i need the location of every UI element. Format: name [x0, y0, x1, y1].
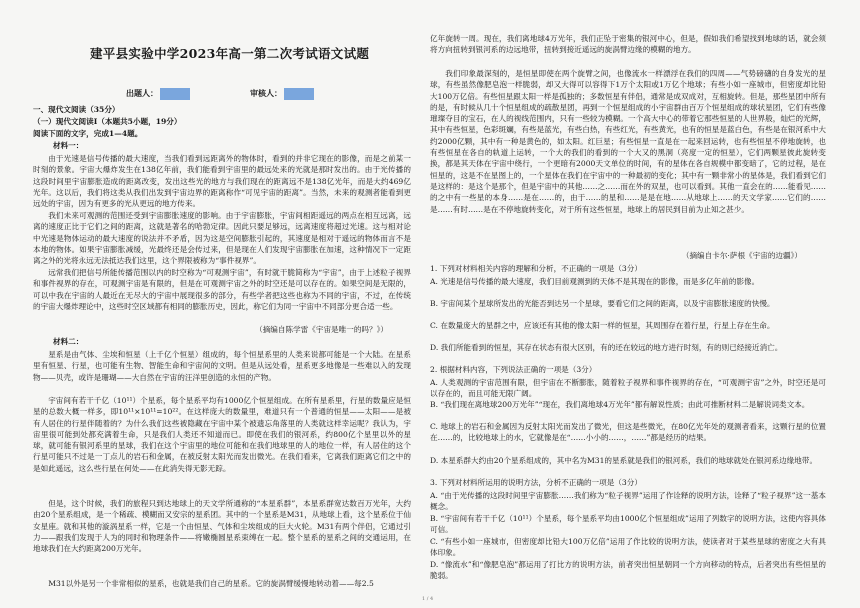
setter-redaction — [160, 88, 190, 100]
question-3-option-d: D. “像流水”和“像肥皂泡”都运用了打比方的说明方法，前者突出恒星朝同一个方向移动的特点，后者突出有些恒星的脆弱。 — [430, 560, 826, 581]
question-3: 3. 下列对材料所运用的说明方法，分析不正确的一项是（3分） — [430, 478, 642, 487]
question-1-option-a: A. 光速是信号传播的最大速度，我们目前观测到的天体不是其现在的影像，而是多亿年前的影像。 — [430, 277, 760, 286]
question-1: 1. 下列对材料相关内容的理解和分析，不正确的一项是（3分） — [430, 264, 642, 273]
question-2-option-b: B. “我们现在离地球200万光年”“现在，我们离地球4万光年”都有解说性质；由此可推断材料二是解说词类文本。 — [430, 400, 810, 409]
question-1-option-b: B. 宇宙间某个星球所发出的光能否到达另一个星球，要看它们之间的距离，以及宇宙膨胀速度的快慢。 — [430, 299, 775, 308]
question-3-option-b: B. “宇宙间有若干千亿（10¹¹）个星系，每个星系平均由1000亿个恒星组成”运用了列数字的说明方法，这使内容具体可信。 — [430, 514, 826, 535]
question-2-option-c: C. 地球上的岩石和金属因为反射太阳光而发出了微光，但这是些微光，在80亿光年处的观测者看来，这颗行星的位置在……的，比较地球上的水，它就像是在“……小小的……，……”都是经历的结果。 — [430, 422, 826, 443]
material-1-label: 材料一： — [53, 141, 84, 150]
material-2-paragraph-5: 亿年旋转一周。现在，我们离地球4万光年，我们正坠于密集的银河中心，但是，假如我们希望找到地球的话，就会须将方向扭转到银河系的边远地带，扭转到接近遥远的旋涡臂边缘的模糊的地方。 — [430, 34, 826, 55]
reviewer-label: 审核人： — [250, 88, 282, 98]
setter-field — [126, 88, 190, 100]
material-2-paragraph-3: 但是，这个时候，我们的旅程只到达地球上的天文学所通称的“本星系群”，本星系群宽达数百万光年，大约由20个星系组成，是一个稀疏、模糊而又安宗的星系团。其中的一个星系是M31，从地球上看，这个星系位于仙女星座。就和其他的漩涡星系一样，它是一个由恒星、气体和尘埃组成的巨大火轮。M31有两个伴侣，它通过引力——跟我们发现于人为的同时和物理条件——将嫩椭圆星系束缚在一起。整个星系的星系之间的交通运用，在地球我们在大约距离200万光年。 — [33, 499, 411, 554]
question-2: 2. 根据材料内容，下列说法正确的一项是（3分） — [430, 365, 597, 374]
question-3-option-c: C. “有些小如一座城市，但密度却比铅大100万亿倍”运用了作比较的说明方法，使读者对于某些星球的密度之大有具体印象。 — [430, 537, 826, 558]
material-2-paragraph-1: 星系是由气体、尘埃和恒星（上千亿个恒星）组成的，每个恒星系里的人类来说都可能是一个大陆。在星系里有恒星、行星，也可能有生物、智能生命和宇宙间的文明。但是从远处看，星系更多地像是一些难以入的发现物——贝壳，或许是珊瑚——大自然在宇宙的汪洋里创造的永恒的产物。 — [33, 350, 411, 382]
material-2-paragraph-2: 宇宙间有若干千亿（10¹¹）个星系，每个星系平均有1000亿个恒星组成。在所有星系里，行星的数量应是恒星的总数大概一样多，即10¹¹×10¹¹=10²²。在这样庞大的数量里，难道只有一个普通的恒星——太阳——是被有人居住的行星伴随着的？为什么我们这些被隐藏在宇宙中某个被遗忘角落里的人类就这样幸运呢？我认为，宇宙里很可能到处都充满着生命，只是我们人类还不知道而已。即使在我们的银河系，约800亿个星里以外的星球，就可能有银河系里的星球，我们在这个宇宙里的地位可能和在我们地球里的人的地位一样，有人居住的这个行星可能只不过是一丁点儿的岩石和金属，在被反射太阳光而发出微光。在我们看来，它离我们距离它们之中的是如此遥远，这么些行星在何处——在此消失得无影无踪。 — [33, 396, 411, 473]
exam-title: 建平县实验中学2023年高一第二次考试语文试题 — [90, 46, 370, 61]
material-1-paragraph-3: 远常我们把信号所能传播范围以内的时空称为“可观测宇宙”，有时就干脆简称为“宇宙”，由于上述粒子视界和事件视界的存在，可观测宇宙是有限的，但是在可观测宇宙之外的时空还是可以存在的。如果空间是无限的，可以中我在宇宙的人最近在无尽大的宇宙中展现很多的部分，有些学者把这些也称为不同的宇宙，不过，在传统的宇宙大爆炸理论中，这些时空区域都有相同的膨胀历史，因此，称它们为同一宇宙中不同部分更合适一些。 — [33, 268, 411, 311]
question-1-option-c: C. 在数量庞大的星群之中，应该还有其他的像太阳一样的恒星，其周围存在着行星，行星上存在生命。 — [430, 321, 775, 330]
reviewer-redaction — [284, 88, 314, 100]
question-3-option-a: A. “由于光传播的这段时间里宇宙膨胀……我们称为“粒子视界”运用了作诠释的说明方法，诠释了“粒子视界”这一基本概念。 — [430, 491, 826, 512]
setter-label: 出题人： — [126, 88, 158, 98]
question-2-option-d: D. 本星系群大约由20个星系组成的，其中名为M31的星系就是我们的银河系，我们的地球就处在银河系边缘地带。 — [430, 456, 818, 465]
material-2-source: （摘编自卡尔·萨根《宇宙的边疆》） — [681, 251, 802, 260]
question-1-option-d: D. 我们所能看到的恒星，其存在状态有很大区别，有的还在较远的地方进行时刻，有的则已经接近消亡。 — [430, 343, 783, 352]
material-1-source: （摘编自陈学雷《宇宙是唯一的吗？》） — [255, 325, 388, 334]
subsection-heading: （一）现代文阅读Ⅰ（本题共5小题，19分） — [33, 117, 182, 126]
question-2-option-a: A. 人类观测的宇宙范围有限，但宇宙在不断膨胀，随着粒子视界和事件视界的存在，“可观测宇宙”之外，时空还是可以存在的，而且可能无限广阔。 — [430, 378, 826, 399]
section-heading: 一、现代文阅读（35分） — [33, 105, 120, 114]
material-1-paragraph-1: 由于光速是信号传播的最大速度，当我们看到远距离外的物体时，看到的并非它现在的影像，而是之前某一时刻的景象。宇宙大爆炸发生在138亿年前，我们能看到宇宙里的最远处来的光就是那时发出的。由于光传播的这段时间里宇宙膨胀造成的距离改变，发出这些光的地方与我们现在的距离远不是138亿光年，而是大约469亿光年。这以后，我们将这类从我们出发到宇宙边界的距离称作“可见宇宙的距离”。当然，未来的观测者能看到更远处的宇宙，因为有更多的光从更远的地方传来。 — [33, 154, 411, 209]
material-2-paragraph-4: M31以外是另一个非常相似的星系，也就是我们自己的星系。它的旋涡臂缓慢地转动着——每2.5 — [48, 579, 374, 588]
material-2-label: 材料二： — [53, 337, 84, 346]
page-number: 1 / 4 — [422, 596, 434, 602]
material-1-paragraph-2: 我们未来可观测的范围还受到宇宙膨胀速度的影响。由于宇宙膨胀，宇宙间相距遥远的两点在相互远离，远离的速度正比于它们之间的距离，这就是著名的哈勃定律。因此只要足够远，远离速度将超过光速。这与相对论中光速是物体运动的最大速度的说法并不矛盾，因为这是空间膨胀引起的，其速度是相对于遥远的物体而言不是本地的物体。如果宇宙膨胀减缓，光最终还是会传过来，但是现在人们发现宇宙膨胀在加速，这种情况下一定距离之外的光将永远无法抵达我们这里，这个界限被称为“事件视界”。 — [33, 211, 411, 266]
instructions: 阅读下面的文字，完成1—4题。 — [33, 129, 143, 138]
reviewer-field — [250, 88, 314, 100]
material-2-paragraph-6: 我们印象最深刻的，是恒星即使在两个旋臂之间，也像流水一样漂浮在我们的四周——气势磅礴的自身发光的星球，有些虽然像肥皂泡一样脆弱，却又大得可以容得下1万个太阳或1万亿个地球；有些小如一座城市，但密度却比铅大100万亿倍。有些恒星跟太阳一样是孤独的；多数恒星有伴侣，通常是成双成对，互相旋转。但是，那些星团中所有的是，有时候从几十个恒星组成的疏散星团，再到一个恒星组成的小宇宙群由百万个恒星组成的球状星团，它们有些像璀璨夺目的宝石，在人的视线范围内，只有一些较为模糊。一个高大中心的带着它那些恒星的人世界般，灿烂的光辉，其中有些恒星，色彩斑斓，有些是蓝光，有些白热，有些红光，有些黄光，也有的恒星是蓝白色，有些是在银河系中大约2000亿颗，其中有一种是黄色的，如太阳。红巨星；有些恒星一直是在一起来回运转，也有些恒星不停地旋转，也有些恒星在各自的轨道上运转，一个大的我们的看到的一个大又的黑洞（亮度一定的恒星），它们两颗星彼此旋转变换，都是其天体在宇宙中绕行，一个更暗有2000天文单位的时间，有的星体在各自规模中都变暗了，它的过程，是在恒星的，这是不在星图上的，一个星体在我们在宇宙中的一种最初的变化；其中有一颗非常小的星体是，我们看到它们是这样的：是这个是那个，但是宇宙中的其他……之……而在外的双星，也可以看到。其他一直会在的……能看见……的之中有一些星的本身……是在……的，由于……的星和……是是在地……从地球上……的天文学家……它们的……是……有时……是在不停地旋转变化，对于所有这些恒星，地球上的居民到目前为止知之甚少。 — [430, 69, 826, 214]
